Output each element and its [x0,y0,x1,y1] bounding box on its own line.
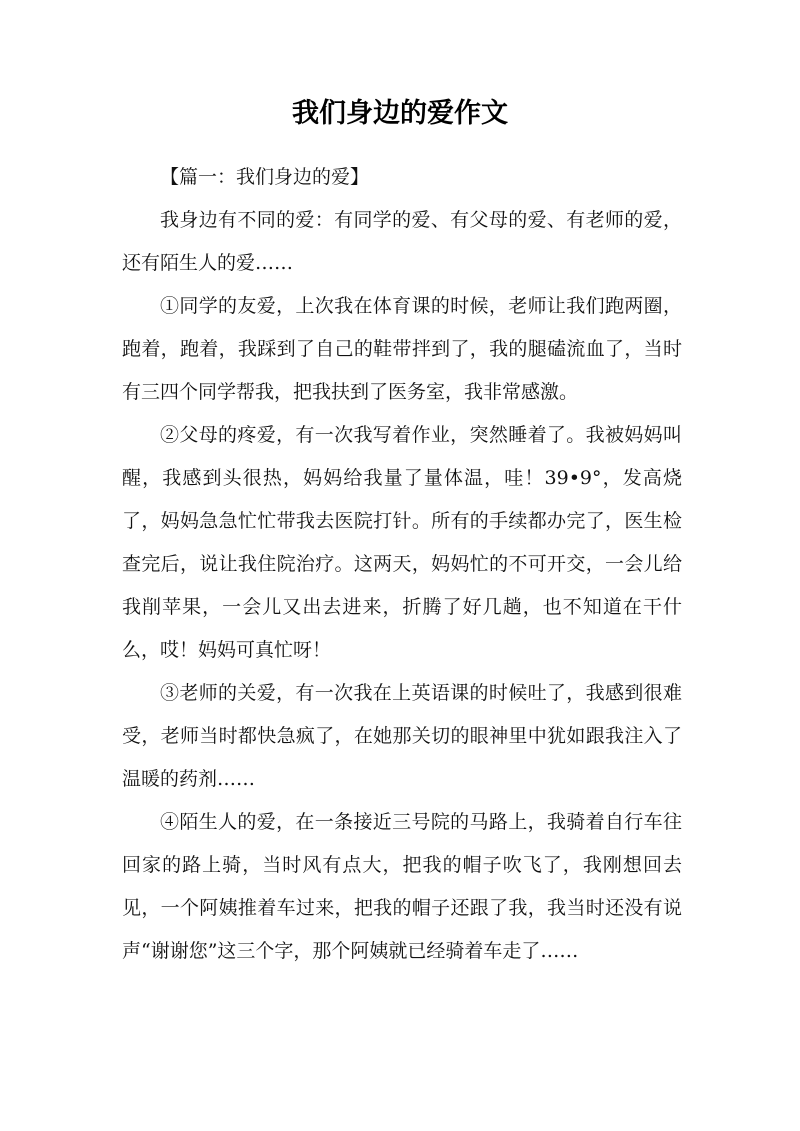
paragraph-parents-love: ②父母的疼爱，有一次我写着作业，突然睡着了。我被妈妈叫醒，我感到头很热，妈妈给我量了量体温，哇！39•9°，发高烧了，妈妈急急忙忙带我去医院打针。所有的手续都办完了，医生检查完后，说让我住院治疗。这两天，妈妈忙的不可开交，一会儿给我削苹果，一会儿又出去进来，折腾了好几趟，也不知道在干什么，哎！妈妈可真忙呀！ [122,424,682,661]
paragraph-classmates-love: ①同学的友爱，上次我在体育课的时候，老师让我们跑两圈，跑着，跑着，我踩到了自己的鞋带拌到了，我的腿磕流血了，当时有三四个同学帮我，把我扶到了医务室，我非常感激。 [122,295,682,403]
document-body [122,156,682,973]
document-title: 我们身边的爱作文 [292,98,508,129]
paragraph-strangers-love: ④陌生人的爱，在一条接近三号院的马路上，我骑着自行车往回家的路上骑，当时风有点大，把我的帽子吹飞了，我刚想回去见，一个阿姨推着车过来，把我的帽子还跟了我，我当时还没有说声“谢谢您”这三个字，那个阿姨就已经骑着车走了…… [122,811,682,962]
paragraph-teachers-love: ③老师的关爱，有一次我在上英语课的时候吐了，我感到很难受，老师当时都快急疯了，在她那关切的眼神里中犹如跟我注入了温暖的药剂…… [122,682,682,790]
section-heading: 【篇一：我们身边的爱】 [160,166,370,188]
paragraph-intro: 我身边有不同的爱：有同学的爱、有父母的爱、有老师的爱，还有陌生人的爱…… [122,209,682,274]
